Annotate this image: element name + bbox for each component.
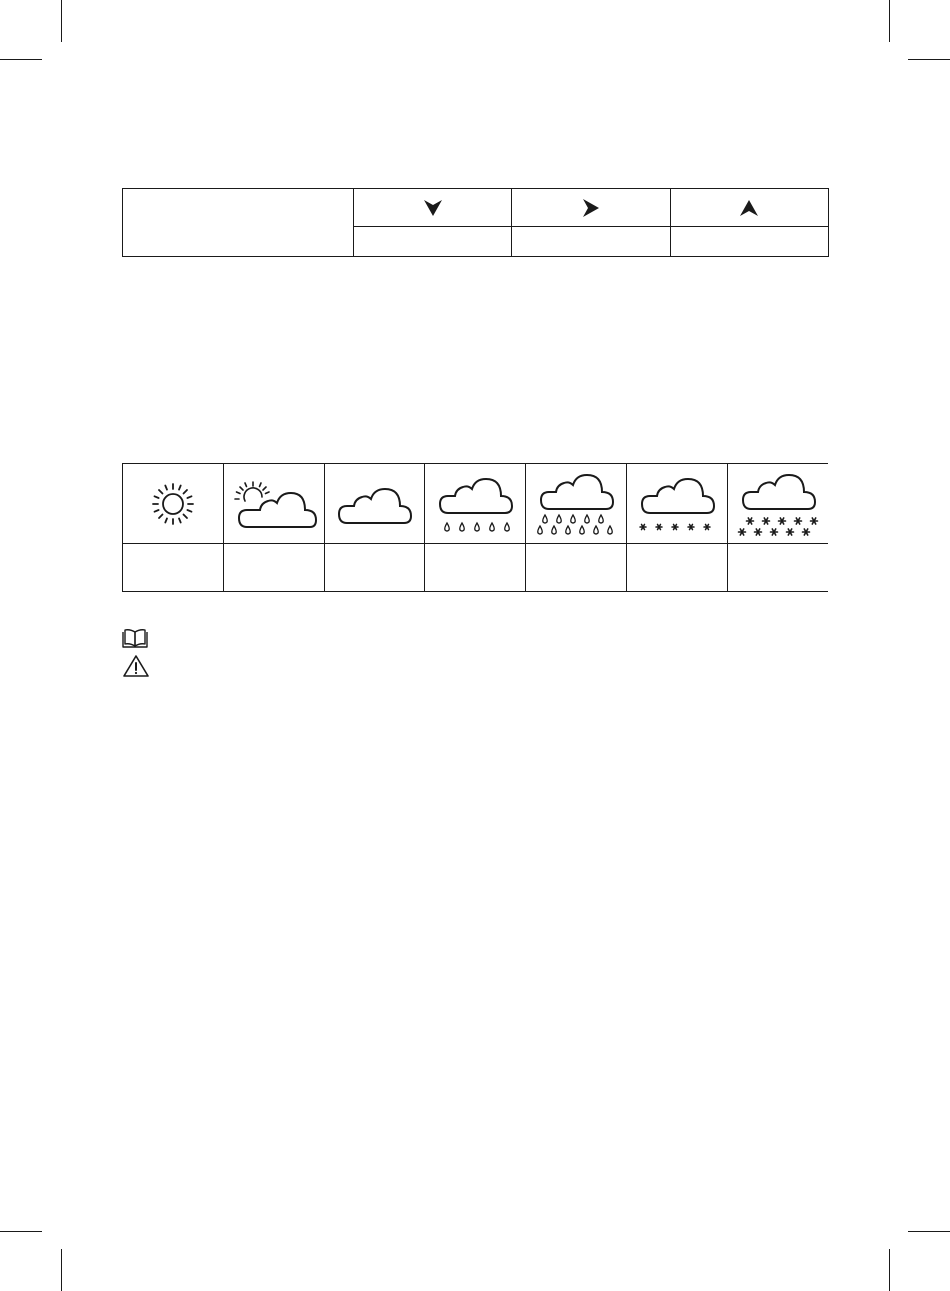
crop-mark-top-right-vertical <box>889 0 890 42</box>
crop-mark-bottom-right-vertical <box>889 1249 890 1291</box>
heavy-rain-icon <box>531 469 621 539</box>
heavy-snow-icon <box>733 469 823 539</box>
forecast-label-sunny <box>123 544 224 592</box>
trend-label-down <box>354 227 512 257</box>
crop-mark-bottom-left-horizontal <box>0 1231 42 1232</box>
open-book-icon <box>122 628 148 648</box>
forecast-label-heavy-snow <box>727 544 828 592</box>
arrow-right-icon <box>582 198 600 218</box>
warning-triangle-icon <box>122 654 150 678</box>
trend-column-up <box>670 189 828 227</box>
forecast-cell-heavy-rain <box>526 464 627 544</box>
forecast-label-rainy <box>425 544 526 592</box>
forecast-cell-heavy-snow <box>727 464 828 544</box>
cloudy-icon <box>329 479 419 529</box>
crop-mark-bottom-left-vertical <box>61 1249 62 1291</box>
forecast-label-snow <box>626 544 727 592</box>
forecast-cell-rainy <box>425 464 526 544</box>
forecast-label-partly-cloudy <box>223 544 324 592</box>
arrow-up-icon <box>739 199 759 217</box>
trend-column-down <box>354 189 512 227</box>
sunny-icon <box>148 481 198 527</box>
forecast-cell-sunny <box>123 464 224 544</box>
partly-cloudy-icon <box>229 479 319 529</box>
trend-column-steady <box>512 189 670 227</box>
forecast-label-cloudy <box>324 544 425 592</box>
snow-icon <box>632 471 722 537</box>
trend-label-steady <box>512 227 670 257</box>
rainy-icon <box>430 471 520 537</box>
forecast-cell-cloudy <box>324 464 425 544</box>
warning-note <box>122 654 160 678</box>
trend-label-up <box>670 227 828 257</box>
trend-header-label <box>123 189 354 257</box>
pressure-trend-table <box>122 188 829 257</box>
weather-forecast-table <box>122 463 828 592</box>
forecast-cell-partly-cloudy <box>223 464 324 544</box>
arrow-down-icon <box>423 199 443 217</box>
crop-mark-top-left-vertical <box>61 0 62 42</box>
manual-note <box>122 628 158 648</box>
forecast-cell-snow <box>626 464 727 544</box>
forecast-label-heavy-rain <box>526 544 627 592</box>
crop-mark-bottom-right-horizontal <box>908 1231 950 1232</box>
crop-mark-top-left-horizontal <box>0 59 42 60</box>
crop-mark-top-right-horizontal <box>908 59 950 60</box>
